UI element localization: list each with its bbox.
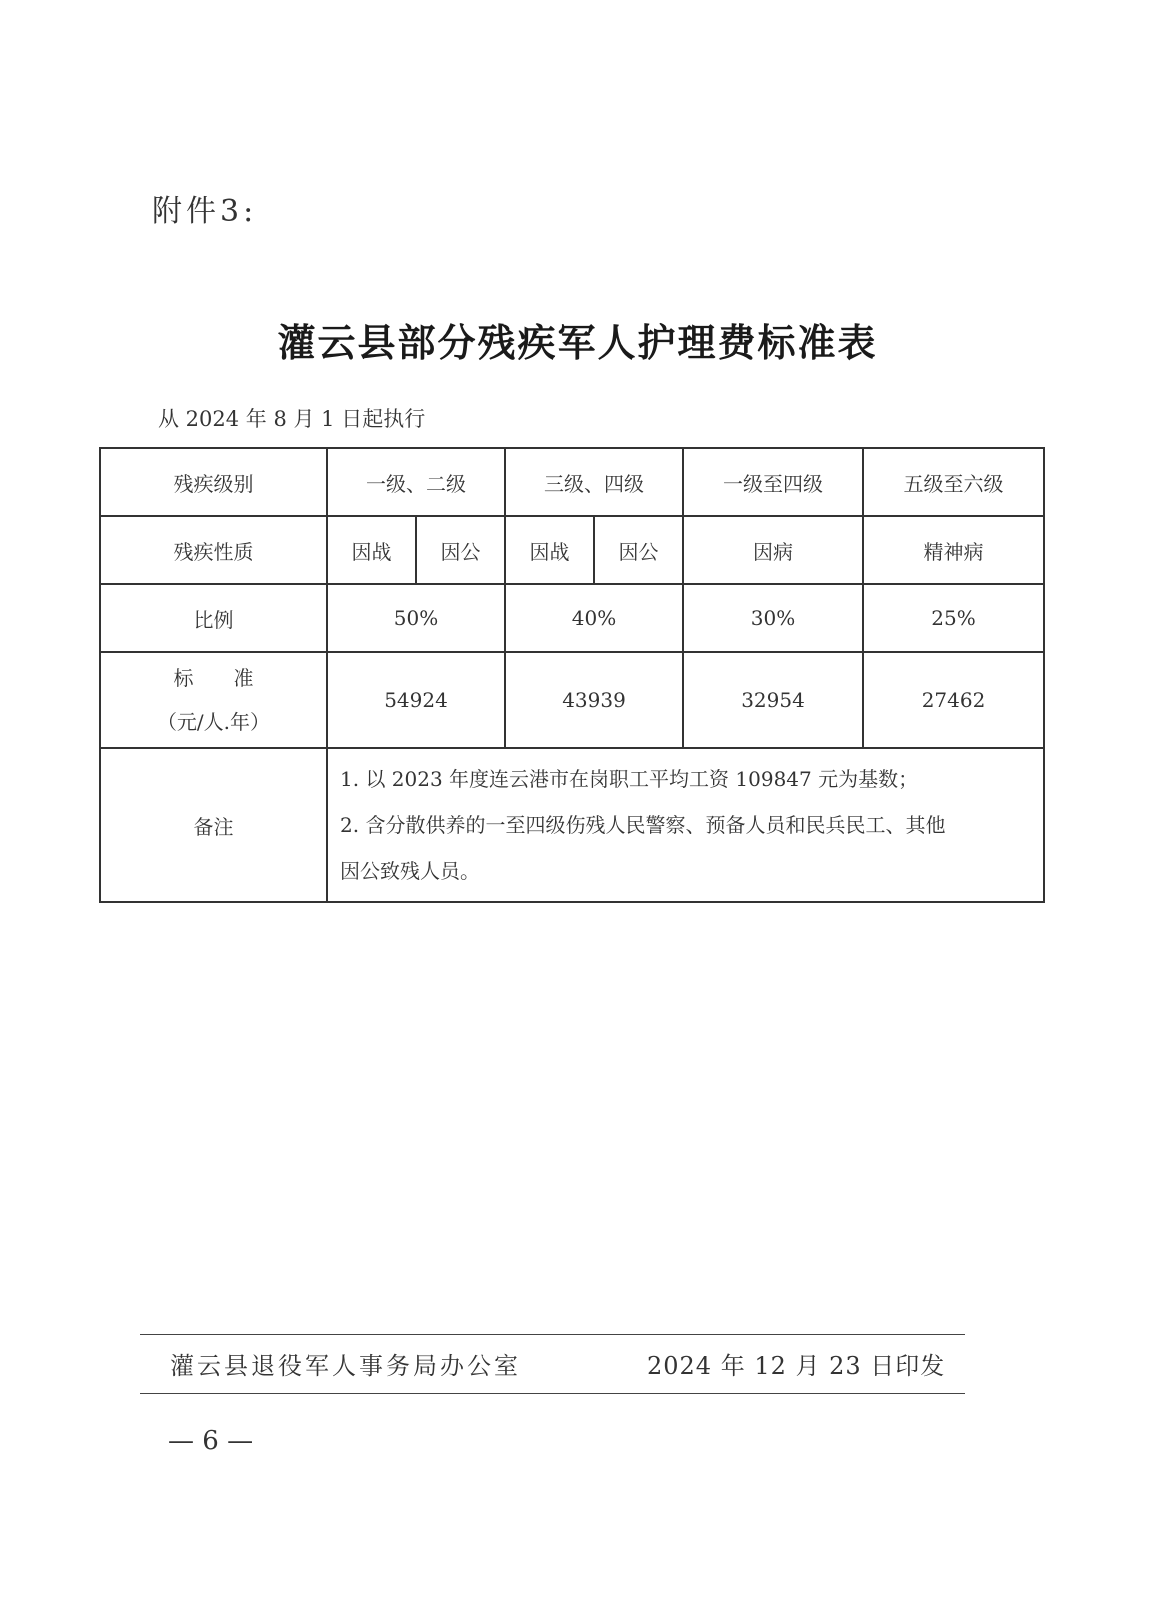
table-cell: 一级、二级 xyxy=(327,448,505,516)
table-cell: 27462 xyxy=(863,652,1044,748)
table-cell: 因病 xyxy=(683,516,863,584)
footer-issue-date: 2024 年 12 月 23 日印发 xyxy=(647,1352,946,1380)
footer-top-rule xyxy=(140,1334,965,1335)
effective-date: 从 2024 年 8 月 1 日起执行 xyxy=(158,407,426,431)
footer-bottom-rule xyxy=(140,1393,965,1394)
table-cell: 25% xyxy=(863,584,1044,652)
notes-cell xyxy=(327,748,1044,902)
table-cell: 因公 xyxy=(594,516,683,584)
row-label-standard xyxy=(100,652,327,748)
row-label-notes: 备注 xyxy=(100,748,327,902)
standard-label-line2: （元/人.年） xyxy=(156,710,271,734)
table-cell: 43939 xyxy=(505,652,683,748)
page-number: — 6 — xyxy=(168,1426,254,1456)
table-cell: 40% xyxy=(505,584,683,652)
table-cell: 精神病 xyxy=(863,516,1044,584)
note-line: 2. 含分散供养的一至四级伤残人民警察、预备人员和民兵民工、其他 xyxy=(340,813,946,837)
nursing-fee-standard-table xyxy=(99,447,1045,903)
table-row xyxy=(100,516,1044,584)
note-line: 1. 以 2023 年度连云港市在岗职工平均工资 109847 元为基数； xyxy=(340,767,919,791)
footer-issuer: 灌云县退役军人事务局办公室 xyxy=(170,1352,521,1380)
table-row xyxy=(100,448,1044,516)
note-line: 因公致残人员。 xyxy=(340,859,480,883)
table-row xyxy=(100,584,1044,652)
table-cell: 因战 xyxy=(505,516,594,584)
table-cell: 50% xyxy=(327,584,505,652)
document-title: 灌云县部分残疾军人护理费标准表 xyxy=(277,320,878,365)
table-cell: 一级至四级 xyxy=(683,448,863,516)
table-row xyxy=(100,652,1044,748)
row-label-ratio: 比例 xyxy=(100,584,327,652)
table-cell: 30% xyxy=(683,584,863,652)
row-label-disability-level: 残疾级别 xyxy=(100,448,327,516)
table-row xyxy=(100,748,1044,902)
table-cell: 32954 xyxy=(683,652,863,748)
table-cell: 54924 xyxy=(327,652,505,748)
table-cell: 因战 xyxy=(327,516,416,584)
table-cell: 因公 xyxy=(416,516,505,584)
row-label-disability-nature: 残疾性质 xyxy=(100,516,327,584)
standard-label-line1: 标准 xyxy=(173,666,294,690)
table-cell: 五级至六级 xyxy=(863,448,1044,516)
table-cell: 三级、四级 xyxy=(505,448,683,516)
attachment-label: 附件3: xyxy=(152,194,258,229)
